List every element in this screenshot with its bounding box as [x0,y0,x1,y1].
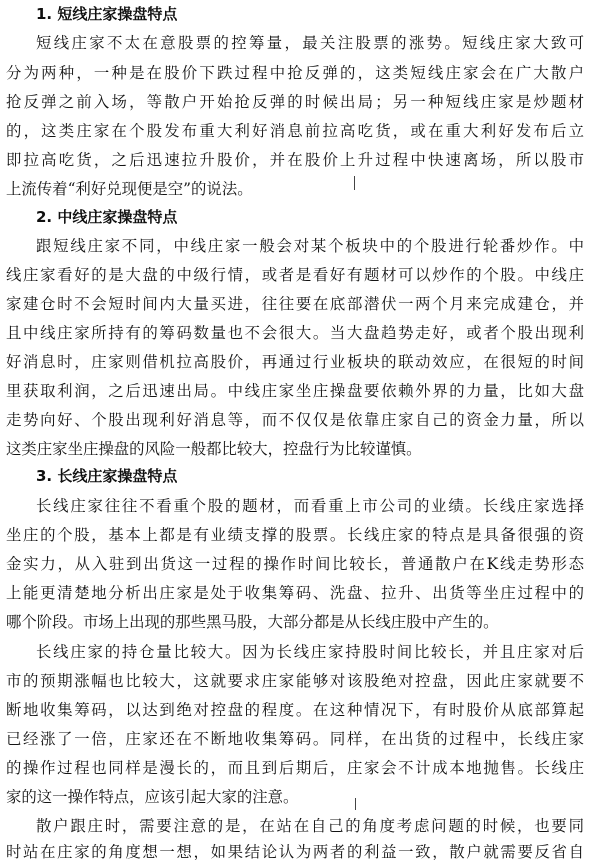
paragraph-line: 分为两种，一种是在股价下跌过程中抢反弹的，这类短线庄家会在广大散户 [6,64,584,82]
paragraph-line: 家的这一操作特点，应该引起大家的注意。 [6,788,299,806]
paragraph-line: 时站在庄家的角度想一想，如果结论认为两者的利益一致，散户就需要反省自 [6,843,584,860]
paragraph-line: 家建仓时不会短时间内大量买进，往往要在底部潜伏一两个月来完成建仓，并 [6,295,584,313]
paragraph-line: 断地收集筹码，以达到绝对控盘的程度。在这种情况下，有时股价从底部算起 [6,701,584,719]
paragraph-line: 这类庄家坐庄操盘的风险一般都比较大，控盘行为比较谨慎。 [6,440,422,458]
paragraph-line: 的操作过程也同样是漫长的，而且到后期后，庄家会不计成本地抛售。长线庄 [6,759,584,777]
paragraph-line: 且中线庄家所持有的筹码数量也不会很大。当大盘趋势走好，或者个股出现利 [6,324,584,342]
section-heading-long-term: 3. 长线庄家操盘特点 [36,467,178,485]
paragraph-line: 已经涨了一倍，庄家还在不断地收集筹码。同样，在出货的过程中，长线庄家 [6,730,584,748]
paragraph-line: 好消息时，庄家则借机拉高股价，再通过行业板块的联动效应，在很短的时间 [6,353,584,371]
paragraph-line: 线庄家看好的是大盘的中级行情，或者是看好有题材可以炒作的个股。中线庄 [6,266,584,284]
paragraph-line: 里获取利润，之后迅速出局。中线庄家坐庄操盘要依赖外界的力量，比如大盘 [6,382,584,400]
paragraph-line: 跟短线庄家不同，中线庄家一般会对某个板块中的个股进行轮番炒作。中 [36,237,584,255]
paragraph-line: 金实力，从入驻到出货这一过程的操作时间比较长，普通散户在K线走势形态 [6,555,584,573]
paragraph-line: 走势向好、个股出现利好消息等，而不仅仅是依靠庄家自己的资金力量，所以 [6,411,584,429]
scan-mark [355,798,356,810]
paragraph-line: 上流传着“利好兑现便是空”的说法。 [6,180,253,198]
paragraph-line: 即拉高吃货，之后迅速拉升股价，并在股价上升过程中快速离场，所以股市 [6,151,584,169]
paragraph-line: 散户跟庄时，需要注意的是，在站在自己的角度考虑问题的时候，也要同 [36,817,584,835]
scan-mark [354,176,355,190]
paragraph-line: 的，这类庄家在个股发布重大利好消息前拉高吃货，或在重大利好发布后立 [6,122,584,140]
section-heading-mid-term: 2. 中线庄家操盘特点 [36,208,178,226]
paragraph-line: 抢反弹之前入场，等散户开始抢反弹的时候出局；另一种短线庄家是炒题材 [6,93,584,111]
paragraph-line: 长线庄家的持仓量比较大。因为长线庄家持股时间比较长，并且庄家对后 [36,643,584,661]
paragraph-line: 坐庄的个股，基本上都是有业绩支撑的股票。长线庄家的特点是具备很强的资 [6,526,584,544]
paragraph-line: 上能更清楚地分析出庄家是处于收集筹码、洗盘、拉升、出货等坐庄过程中的 [6,584,584,602]
section-heading-short-term: 1. 短线庄家操盘特点 [36,5,178,23]
paragraph-line: 哪个阶段。市场上出现的那些黑马股，大部分都是从长线庄股中产生的。 [6,613,499,631]
paragraph-line: 市的预期涨幅也比较大，这就要求庄家能够对该股绝对控盘，因此庄家就要不 [6,672,584,690]
paragraph-line: 长线庄家往往不看重个股的题材，而看重上市公司的业绩。长线庄家选择 [36,497,584,515]
paragraph-line: 短线庄家不太在意股票的控筹量，最关注股票的涨势。短线庄家大致可 [36,34,584,52]
